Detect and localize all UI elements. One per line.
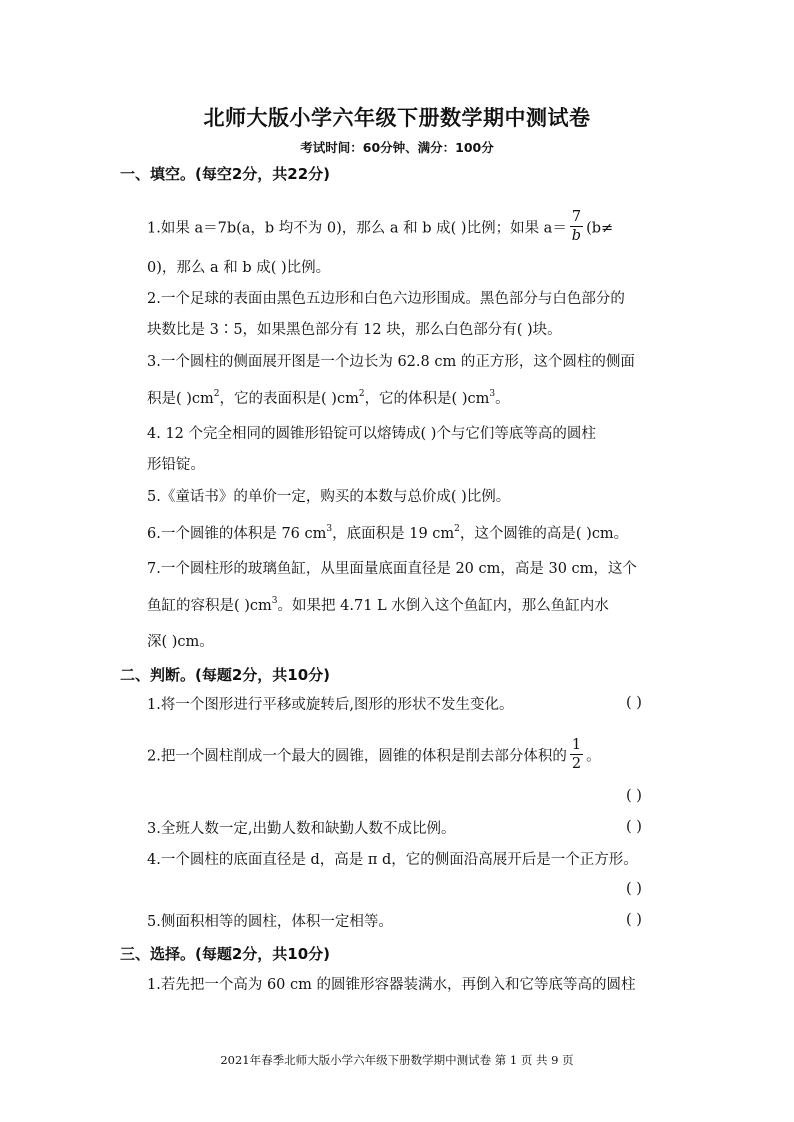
page-footer: 2021年春季北师大版小学六年级下册数学期中测试卷 第 1 页 共 9 页 xyxy=(220,1053,574,1067)
superscript: 2 xyxy=(213,389,220,399)
superscript: 3 xyxy=(489,389,496,399)
question-3-1-line-1: 1.若先把一个高为 60 cm 的圆锥形容器装满水，再倒入和它等底等高的圆柱 xyxy=(147,977,636,993)
superscript: 3 xyxy=(326,524,333,534)
question-text: 。 xyxy=(495,391,510,407)
fraction-numerator: 7 xyxy=(571,209,582,225)
question-2-3: 3.全班人数一定,出勤人数和缺勤人数不成比例。 xyxy=(147,821,456,837)
answer-bracket: ( ) xyxy=(626,695,642,711)
answer-bracket: ( ) xyxy=(626,788,642,804)
question-1-2-line-2: 块数比是 3∶5，如果黑色部分有 12 块，那么白色部分有( )块。 xyxy=(147,322,562,338)
question-1-4-line-2: 形铅锭。 xyxy=(147,457,205,473)
question-2-2 xyxy=(147,738,601,775)
question-1-1-line-2: 0)，那么 a 和 b 成( )比例。 xyxy=(147,260,331,276)
answer-bracket: ( ) xyxy=(626,819,642,835)
superscript: 3 xyxy=(271,596,278,606)
question-text: ，这个圆锥的高是( )cm。 xyxy=(459,526,629,542)
question-1-3-line-2 xyxy=(147,389,510,409)
superscript: 2 xyxy=(454,524,460,534)
question-1-1-line-1 xyxy=(147,210,613,247)
fraction-numerator: 1 xyxy=(571,737,582,753)
question-1-5: 5.《童话书》的单价一定，购买的本数与总价成( )比例。 xyxy=(147,489,511,505)
answer-bracket: ( ) xyxy=(626,881,642,897)
question-text: 6.一个圆锥的体积是 76 cm xyxy=(147,526,327,542)
fraction xyxy=(570,736,583,773)
question-text: 鱼缸的容积是( )cm xyxy=(147,598,272,614)
superscript: 2 xyxy=(358,389,365,399)
question-text-tail: (b≠ xyxy=(586,220,614,237)
question-text: ，底面积是 19 cm xyxy=(332,526,455,542)
question-1-4-line-1: 4. 12 个完全相同的圆锥形铅锭可以熔铸成( )个与它们等底等高的圆柱 xyxy=(147,426,596,442)
fraction-denominator: b xyxy=(571,228,582,244)
question-text: 。如果把 4.71 L 水倒入这个鱼缸内，那么鱼缸内水 xyxy=(277,598,609,614)
question-1-7-line-2 xyxy=(147,596,609,616)
question-1-7-line-1: 7.一个圆柱形的玻璃鱼缸，从里面量底面直径是 20 cm，高是 30 cm，这个 xyxy=(147,561,637,577)
question-text: ，它的表面积是( )cm xyxy=(219,391,359,407)
page-title: 北师大版小学六年级下册数学期中测试卷 xyxy=(203,106,591,130)
question-1-6 xyxy=(147,524,628,544)
question-2-5: 5.侧面积相等的圆柱，体积一定相等。 xyxy=(147,914,393,930)
fraction-denominator: 2 xyxy=(571,756,582,772)
question-text: 1.如果 a＝7b(a，b 均不为 0)，那么 a 和 b 成( )比例；如果 a＝ xyxy=(147,220,567,237)
question-1-7-line-3: 深( )cm。 xyxy=(147,634,214,650)
fraction xyxy=(570,208,583,245)
question-text: 积是( )cm xyxy=(147,391,214,407)
section-heading-true-false: 二、判断。(每题2分，共10分) xyxy=(120,666,331,684)
question-1-3-line-1: 3.一个圆柱的侧面展开图是一个边长为 62.8 cm 的正方形，这个圆柱的侧面 xyxy=(147,354,635,370)
question-1-2-line-1: 2.一个足球的表面由黑色五边形和白色六边形围成。黑色部分与白色部分的 xyxy=(147,291,625,307)
question-text: ，它的体积是( )cm xyxy=(364,391,490,407)
section-heading-fill-blank: 一、填空。(每空2分，共22分) xyxy=(120,165,331,183)
exam-info: 考试时间：60分钟、满分：100分 xyxy=(300,140,494,155)
answer-bracket: ( ) xyxy=(626,912,642,928)
question-text-tail: 。 xyxy=(586,748,601,765)
question-2-1: 1.将一个图形进行平移或旋转后,图形的形状不发生变化。 xyxy=(147,697,514,713)
question-2-4: 4.一个圆柱的底面直径是 d，高是 π d，它的侧面沿高展开后是一个正方形。 xyxy=(147,852,638,868)
section-heading-multiple-choice: 三、选择。(每题2分，共10分) xyxy=(120,945,331,963)
question-text: 2.把一个圆柱削成一个最大的圆锥，圆锥的体积是削去部分体积的 xyxy=(147,748,567,765)
